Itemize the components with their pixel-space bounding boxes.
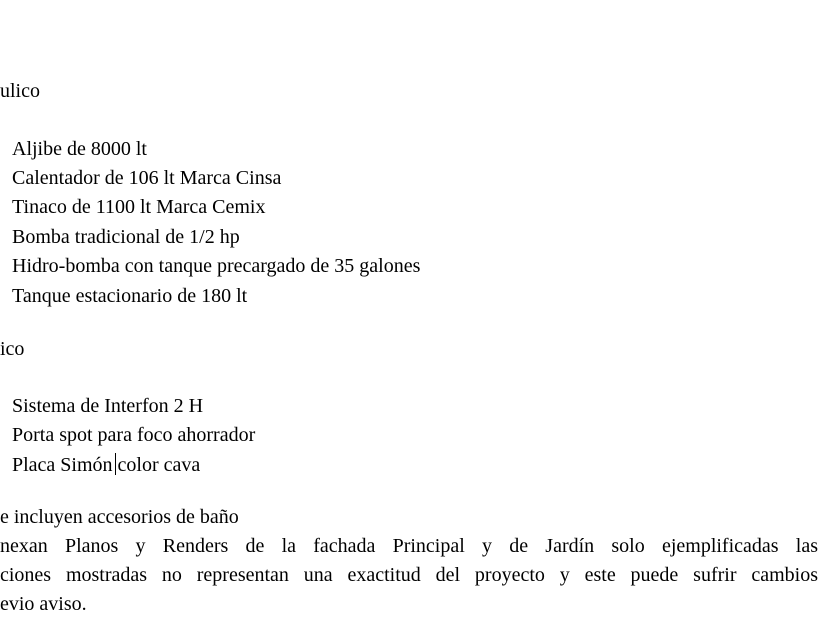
list-item[interactable] (12, 453, 200, 477)
section-heading-hidraulico: ulico (0, 80, 40, 102)
list-item: Tinaco de 1100 lt Marca Cemix (12, 196, 266, 218)
list-item: Aljibe de 8000 lt (12, 138, 147, 160)
text-cursor (115, 453, 116, 475)
section-heading-electrico: ico (0, 338, 25, 360)
note-line: ciones mostradas no representan una exactitud del proyecto y este puede sufrir cambios (0, 564, 818, 586)
note-line: nexan Planos y Renders de la fachada Principal y de Jardín solo ejemplificadas las (0, 535, 818, 557)
note-line: evio aviso. (0, 593, 87, 615)
list-item-text: color cava (117, 454, 201, 476)
list-item: Sistema de Interfon 2 H (12, 395, 204, 417)
note-line: e incluyen accesorios de baño (0, 506, 239, 528)
list-item-text: Placa Simón (12, 454, 113, 476)
list-item: Calentador de 106 lt Marca Cinsa (12, 167, 282, 189)
list-item: Tanque estacionario de 180 lt (12, 285, 248, 307)
list-item: Porta spot para foco ahorrador (12, 424, 256, 446)
list-item: Hidro-bomba con tanque precargado de 35 galones (12, 255, 421, 277)
list-item: Bomba tradicional de 1/2 hp (12, 226, 240, 248)
